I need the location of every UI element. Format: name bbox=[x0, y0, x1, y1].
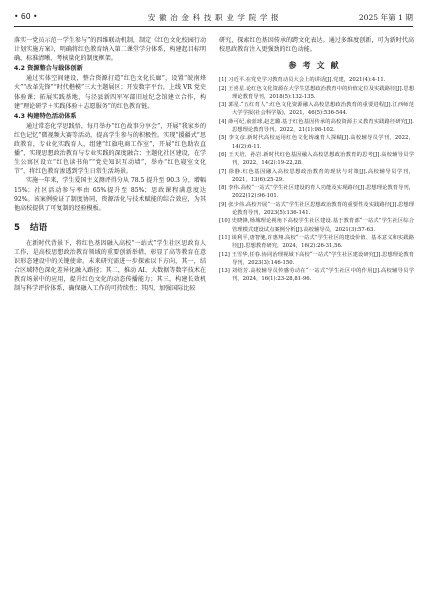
paragraph-conclusion-continued: 研究，探索红色基因传承的跨文化表达。通过多维度创新，可为新时代高校思政教育注入更强劲的红色动能。 bbox=[219, 37, 414, 54]
section-title: 结语 bbox=[30, 222, 48, 233]
journal-name: 安 徽 冶 金 科 技 职 业 学 院 学 报 bbox=[147, 13, 280, 22]
right-column bbox=[219, 36, 414, 284]
reference-list bbox=[219, 76, 414, 283]
reference-item: [8] 李伟.高校“一站式”学生社区建设的育人功能及实现路径[J].思想理论教育导刊，2022(12):96-101. bbox=[219, 185, 414, 200]
reference-item: [13] 刘绍芳.高校辅导员传感劳动在“一站式”学生社区中的作用[J].高校辅导员学刊，2024，16(1):23-28,81-96. bbox=[219, 268, 414, 283]
reference-item: [10] 史晓锋,杨城理论视角下高校学生社区建设.基于教育部“一站式”学生社区综合管理模式建设试点案例分析[J].高校辅导员，2021(3):57-63. bbox=[219, 218, 414, 233]
reference-item: [3] 郭星.“五红育人”:红色文化资源融入高校思想政治教育的重要进程[J].江西师范大学学报(社会科学版)，2021，46(5):536-544. bbox=[219, 102, 414, 117]
section-number: 5 bbox=[14, 222, 20, 233]
paragraph-conclusion: 在新时代背景下，将红色基因融入高校“一站式”学生社区思政育人工作，是高校思想政治教育领域的重要创新举措，彰显了高等教育在意识形态建设中的关键使命。未来研究需进一步探索以下方向，其一，结合区域特色深化差异化融入路径；其二，推动 AI、大数据等数字技术在教育场景中的应用，提升红色文化的动态传播能力；其三，构建长效机制与科学评价体系，确保融入工作的可持续性；其四，加强国际比较 bbox=[14, 239, 206, 293]
reference-item: [12] 王雪华,任春.协同治理视域下高校“一站式”学生社区建设研究[J].思想理论教育导刊，2023(3):146-150. bbox=[219, 251, 414, 266]
reference-item: [4] 薛可纪,俞蓝球,赵艺璐.基于红色基因传承的高校资源主义教育实践路径研究[J].思想理论教育导刊，2022，21(1):98-102. bbox=[219, 118, 414, 134]
subsection-heading-4-2: 4.2 资源整合与载体创新 bbox=[14, 65, 83, 73]
paragraph-activities: 通过常态化学思践悟，每月举办“红色故事分享会”，开展“我家乡的红色记忆”微视频大赛等活动，提高学生参与的积极性。实现“援疆式”思政教育，专业化实践育人，组建“红旗电商工作室”，开展“红色助农直播”，实现思想政治教育与专业实践的深度融合；主题化社区建设，在学生公寓区设立“红色读书角”“党史知识互动墙”，举办“红色寝室文化节”，将红色教育渗透到学生日常生活场景。 bbox=[14, 122, 206, 176]
page-header bbox=[14, 6, 413, 27]
reference-item: [11] 谈利平,唐智驰,许惠翔.高校“一站式”学生社区的建设价值、基本意义和实践路径[J].思想教育研究，2024，16(2):26-31,56. bbox=[219, 234, 414, 250]
reference-item: [5] 李文彦.新时代高校运用红色文化铸魂育人探赜[J].高校辅导员学刊，2022，14(2):6-11. bbox=[219, 135, 414, 150]
reference-item: [9] 张少伟.高校开展“一站式”学生社区思想政治教育的重要性及实践路径[J].思想理论教育导刊，2023(5):136-141. bbox=[219, 201, 414, 217]
paragraph-resources: 通过实体空间建设，整合资源打造“红色文化长廊”，设置“皖南烽火”“改革先锋”“时代楷模”三大主题展区；开发数字平台，上线 VR 党史体验课；拓展实践基地，与泾县新四军军部旧址纪念馆建立合作，构建“理论研学＋实践体验＋志愿服务”的红色教育链。 bbox=[14, 75, 206, 110]
issue-label: 2025 年第 1 期 bbox=[358, 13, 413, 22]
reference-item: [7] 徐静.红色基因融入高校思想政治教育的现状与对策[J].高校辅导员学刊，2021，13(6):25-29. bbox=[219, 168, 414, 183]
paragraph-results: 实施一年来，学生爱国主义测评得分从 78.5 提升至 90.3 分，增幅 15%；社区活动参与率由 65%提升至 85%；思政课程满意度达 92%。该案例验证了制度协同、资源活化与技术赋能的综合效应，为其他高校提供了可复制的经验模板。 bbox=[14, 177, 206, 212]
subsection-heading-4-3: 4.3 构建特色活动体系 bbox=[14, 112, 77, 120]
paragraph-continued: 落实一党员示范一学生参与”的四维联动机制，制定《红色文化校园行动计划实施方案》，明确将红色教育纳入第二课堂学分体系，构建起目标明确、标准清晰、考核量化的制度框架。 bbox=[14, 37, 206, 63]
reference-item: [1] 习近平.在党史学习教育动员大会上的讲话[J].党建，2021(4):4-11. bbox=[219, 77, 386, 84]
left-column bbox=[14, 36, 206, 293]
section-heading-conclusion bbox=[14, 222, 206, 235]
reference-item: [6] 王天培，孙岩.新时代红色基因融入高校思想政治教育的思考[J].高校辅导员学刊，2022，14(2):19-22,28. bbox=[219, 151, 414, 167]
page-number: • 60 • bbox=[14, 12, 38, 21]
references-heading: 参考文献 bbox=[288, 61, 345, 71]
reference-item: [2] 王喜星.论红色文化资源在大学生思想政治教育中的价值定位及实践路径[J].思想理论教育导刊，2018(5):132-135. bbox=[219, 85, 414, 100]
